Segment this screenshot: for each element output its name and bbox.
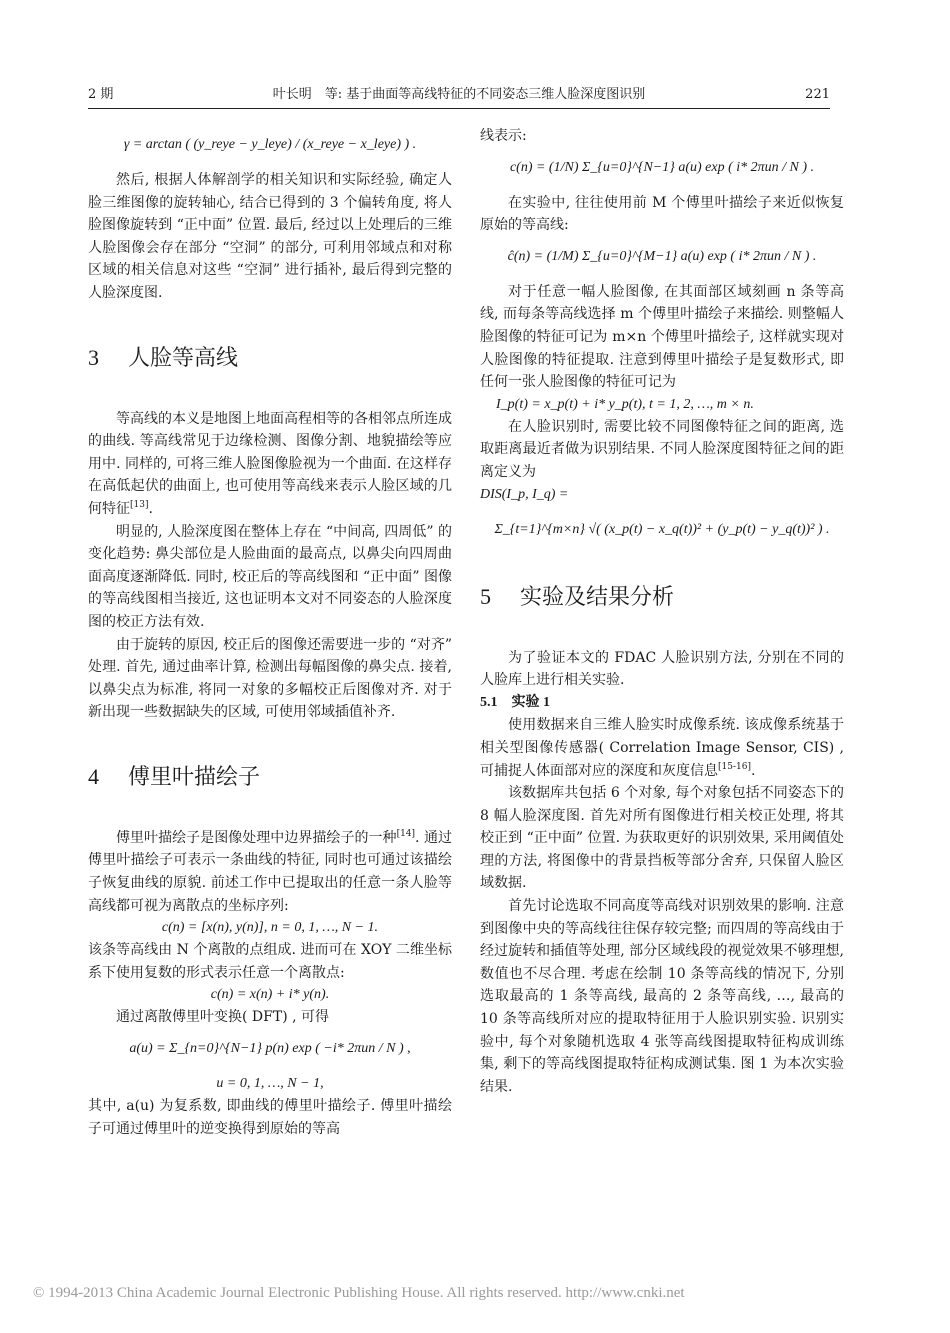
paragraph-distance: 在人脸识别时, 需要比较不同图像特征之间的距离, 选取距离最近者做为识别结果. 不同人脸深度图特征之间的距离定义为 — [480, 418, 844, 480]
page-number: 221 — [805, 87, 830, 102]
running-header — [88, 86, 830, 108]
section-title: 人脸等高线 — [128, 345, 239, 371]
section-3-heading — [88, 343, 452, 374]
equation-dft: a(u) = Σ_{n=0}^{N−1} p(n) exp ( −i* 2πun / N ) , — [129, 1041, 411, 1057]
section-number: 4 — [88, 763, 99, 789]
paragraph-dft: 通过离散傅里叶变换( DFT) , 可得 — [116, 1009, 330, 1026]
issue-number: 2 期 — [88, 87, 114, 102]
section-title: 实验及结果分析 — [520, 584, 675, 610]
paragraph-contour-selection: 首先讨论选取不同高度等高线对识别效果的影响. 注意到图像中央的等高线往往保存较完整; 而四周的等高线由于经过旋转和插值等处理, 部分区域线段的视觉效果不够理想, 数值也不尽合理. 考虑在绘制 10 条等高线的情况下, 分别选取最高的 1 条等高线, 最高的 2 条等高线, …, 最高的 10 条等高线所对应的提取特征用于人脸识别实验. 识别实验中, 每个对象随机选取 4 张等高线图提取特征构成训练集, 剩下的等高线图提取特征构成测试集. 图 1 为本次实验结果. — [480, 898, 844, 1095]
equation-feature: I_p(t) = x_p(t) + i* y_p(t), t = 1, 2, …, m × n. — [496, 396, 754, 412]
equation-gamma: γ = arctan ( (y_reye − y_leye) / (x_reye − x_leye) ) . — [123, 137, 417, 152]
subsection-number: 5.1 — [480, 694, 498, 710]
paragraph-complex-form: 该条等高线由 N 个离散的点组成. 进而可在 XOY 二维坐标系下使用复数的形式表示任意一个离散点: — [88, 942, 452, 981]
citation-15-16[interactable]: [15-16] — [718, 761, 751, 772]
paragraph-alignment: 由于旋转的原因, 校正后的图像还需要进一步的 “对齐” 处理. 首先, 通过曲率计算, 检测出每幅图像的鼻尖点. 接着, 以鼻尖点为标准, 将同一对象的多幅校正后图像对齐. 对于新出现一些数据缺失的区域, 可使用邻域插值补齐. — [88, 636, 452, 721]
subsection-5-1-heading — [480, 692, 844, 715]
equation-dis-lhs: DIS(I_p, I_q) = — [480, 486, 569, 502]
equation-inverse-dft: c(n) = (1/N) Σ_{u=0}^{N−1} a(u) exp ( i* 2πun / N ) . — [509, 159, 815, 175]
paragraph-contour-cont: 线表示: — [480, 128, 527, 144]
running-title: 叶长明 等: 基于曲面等高线特征的不同姿态三维人脸深度图识别 — [272, 87, 646, 102]
section-number: 5 — [480, 583, 491, 609]
paragraph-fourier-intro: 傅里叶描绘子是图像处理中边界描绘子的一种[14]. 通过傅里叶描绘子可表示一条曲线的特征, 同时也可通过该描绘子恢复曲线的原貌. 前述工作中已提取出的任意一条人脸等高线都可视为离散点的坐标序列: — [88, 828, 453, 914]
paragraph-contour-definition: 等高线的本义是地图上地面高程相等的各相邻点所连成的曲线. 等高线常见于边缘检测、图像分割、地貌描绘等应用中. 同样的, 可将三维人脸图像脸视为一个曲面. 在这样存在高低起伏的曲面上, 也可使用等高线来表示人脸区域的几何特征[13]. — [88, 410, 452, 517]
paragraph-database: 该数据库共包括 6 个对象, 每个对象包括不同姿态下的 8 幅人脸深度图. 首先对所有图像进行相关校正处理, 将其校正到 “正中面” 位置. 为获取更好的识别效果, 采用阈值处理的方法, 将图像中的背景挡板等部分舍弃, 只保留人脸区域数据. — [480, 785, 844, 892]
equation-dis-rhs: Σ_{t=1}^{m×n} √( (x_p(t) − x_q(t))² + (y_p(t) − y_q(t))² ) . — [494, 521, 830, 537]
section-4-heading — [88, 762, 452, 793]
section-title: 傅里叶描绘子 — [128, 764, 261, 790]
paragraph-rotation: 然后, 根据人体解剖学的相关知识和实际经验, 确定人脸三维图像的旋转轴心, 结合已得到的 3 个偏转角度, 将人脸图像旋转到 “正中面” 位置. 最后, 经过以上处理后的三维人脸图像会存在部分 “空洞” 的部分, 可利用邻域点和对称区域的相关信息对这些 “空洞” 进行插补, 最后得到完整的人脸深度图. — [88, 172, 452, 301]
left-column — [88, 125, 452, 1140]
copyright-footer: © 1994-2013 China Academic Journal Electronic Publishing House. All rights reserved. http://www.cnki.net — [33, 1285, 685, 1301]
paragraph-approximation: 在实验中, 往往使用前 M 个傅里叶描绘子来近似恢复原始的等高线: — [480, 194, 844, 234]
section-number: 3 — [88, 344, 99, 370]
equation-u-range: u = 0, 1, …, N − 1, — [216, 1076, 324, 1092]
paragraph-depth-trend: 明显的, 人脸深度图在整体上存在 “中间高, 四周低” 的变化趋势: 鼻尖部位是人脸曲面的最高点, 以鼻尖向四周曲面高度逐渐降低. 同时, 校正后的等高线图和 “正中面” 图像的等高线图相当接近, 这也证明本文对不同姿态的人脸深度图的校正方法有效. — [88, 523, 452, 630]
section-5-heading — [480, 582, 844, 613]
right-column — [480, 125, 844, 1098]
citation-14[interactable]: [14] — [396, 828, 416, 839]
header-rule — [88, 108, 830, 109]
equation-cn-sequence: c(n) = [x(n), y(n)], n = 0, 1, …, N − 1. — [161, 920, 379, 936]
paragraph-experiment-intro: 为了验证本文的 FDAC 人脸识别方法, 分别在不同的人脸库上进行相关实验. — [480, 649, 844, 689]
subsection-title: 实验 1 — [511, 694, 550, 710]
paragraph-descriptor: 其中, a(u) 为复系数, 即曲线的傅里叶描绘子. 傅里叶描绘子可通过傅里叶的逆变换得到原始的等高 — [88, 1098, 452, 1137]
citation-13[interactable]: [13] — [130, 499, 149, 510]
paragraph-data-source: 使用数据来自三维人脸实时成像系统. 该成像系统基于相关型图像传感器( Correlation Image Sensor, CIS) , 可捕捉人体面部对应的深度和灰度信息[15-16]. — [480, 717, 844, 779]
paragraph-feature-extraction: 对于任意一幅人脸图像, 在其面部区域刻画 n 条等高线, 而每条等高线选择 m 个傅里叶描绘子来描绘. 则整幅人脸图像的特征可记为 m×n 个傅里叶描绘子, 这样就实现对人脸图像的特征提取. 注意到傅里叶描绘子是复数形式, 即任何一张人脸图像的特征可记为 — [480, 283, 844, 391]
equation-approx: ĉ(n) = (1/M) Σ_{u=0}^{M−1} a(u) exp ( i* 2πun / N ) . — [507, 248, 817, 264]
equation-cn-complex: c(n) = x(n) + i* y(n). — [210, 987, 330, 1003]
